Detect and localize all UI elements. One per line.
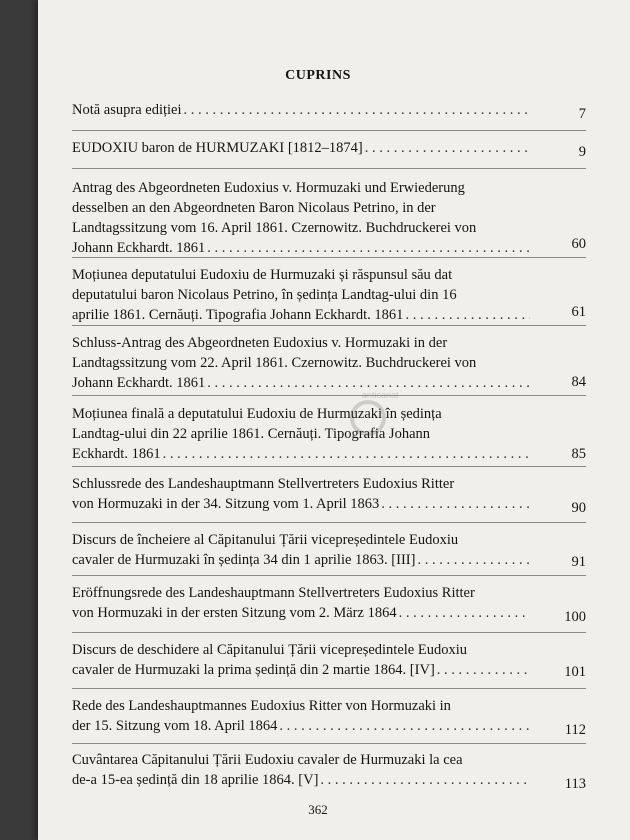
dot-leader <box>435 660 530 680</box>
toc-entry-line <box>72 660 586 680</box>
toc-entry <box>72 404 586 464</box>
toc-entry <box>72 265 586 325</box>
toc-entry-line <box>72 474 586 494</box>
toc-entry-text: Johann Eckhardt. 1861 <box>72 375 206 391</box>
toc-page-number: 60 <box>571 236 586 252</box>
toc-entry-text: Eckhardt. 1861 <box>72 446 161 462</box>
toc-entry <box>72 750 586 790</box>
entry-separator <box>72 257 586 258</box>
toc-entry-line <box>72 333 586 353</box>
toc-entry <box>72 138 586 158</box>
toc-page-number: 113 <box>564 776 586 792</box>
toc-entry-line <box>72 696 586 716</box>
toc-entry-line <box>72 138 586 158</box>
toc-entry-text: Johann Eckhardt. 1861 <box>72 240 206 256</box>
entry-separator <box>72 688 586 689</box>
dot-leader <box>161 444 530 464</box>
dot-leader <box>182 100 530 120</box>
toc-entry-text: deputatului baron Nicolaus Petrino, în ședința Landtag-ului din 16 <box>72 287 457 303</box>
toc-entry-text: von Hormuzaki in der ersten Sitzung vom 2. März 1864 <box>72 605 397 621</box>
toc-entry-line <box>72 305 586 325</box>
watermark-ring <box>350 400 386 436</box>
toc-entry-text: der 15. Sitzung vom 18. April 1864 <box>72 718 278 734</box>
toc-entry-line <box>72 550 586 570</box>
toc-entry-line <box>72 100 586 120</box>
toc-entry <box>72 696 586 736</box>
toc-entry-line <box>72 424 586 444</box>
toc-entry-line <box>72 285 586 305</box>
toc-entry-text: desselben an den Abgeordneten Baron Nicolaus Petrino, in der <box>72 200 436 216</box>
toc-entry-text: Landtagssitzung vom 16. April 1861. Czernowitz. Buchdruckerei von <box>72 220 477 236</box>
toc-page-number: 100 <box>564 609 586 625</box>
dot-leader <box>363 138 530 158</box>
entry-separator <box>72 466 586 467</box>
toc-entry-line <box>72 716 586 736</box>
toc-entry-text: Antrag des Abgeordneten Eudoxius v. Hormuzaki und Erwiederung <box>72 180 465 196</box>
toc-entry-line <box>72 530 586 550</box>
page-title: CUPRINS <box>285 68 351 83</box>
entry-separator <box>72 130 586 131</box>
toc-page-number: 91 <box>571 554 586 570</box>
toc-page-number: 9 <box>578 144 586 160</box>
dot-leader <box>397 603 530 623</box>
toc-entry <box>72 100 586 120</box>
toc-entry-text: Schlussrede des Landeshauptmann Stellvertreters Eudoxius Ritter <box>72 476 455 492</box>
toc-entry-text: de-a 15-ea ședință din 18 aprilie 1864. [V] <box>72 772 319 788</box>
toc-page-number: 84 <box>571 374 586 390</box>
dot-leader <box>379 494 530 514</box>
toc-entry <box>72 640 586 680</box>
toc-entry-line <box>72 353 586 373</box>
entry-separator <box>72 168 586 169</box>
book-page <box>38 0 630 840</box>
toc-entry-text: Moțiunea finală a deputatului Eudoxiu de Hurmuzaki în ședința <box>72 406 442 422</box>
toc-entry-text: Discurs de încheiere al Căpitanului Țării vicepreședintele Eudoxiu <box>72 532 459 548</box>
toc-entry-line <box>72 750 586 770</box>
toc-page-number: 7 <box>578 106 586 122</box>
toc-entry-text: Cuvântarea Căpitanului Țării Eudoxiu cavaler de Hurmuzaki la cea <box>72 752 463 768</box>
toc-entry-text: EUDOXIU baron de HURMUZAKI [1812–1874] <box>72 140 363 156</box>
entry-separator <box>72 632 586 633</box>
toc-entry-text: Eröffnungsrede des Landeshauptmann Stellvertreters Eudoxius Ritter <box>72 585 475 601</box>
toc-entry-line <box>72 198 586 218</box>
toc-entry-line <box>72 583 586 603</box>
toc-entry-text: Landtag-ului din 22 aprilie 1861. Cernăuți. Tipografia Johann <box>72 426 431 442</box>
page-number: 362 <box>308 802 328 817</box>
toc-entry-text: Rede des Landeshauptmannes Eudoxius Ritter von Hormuzaki in <box>72 698 451 714</box>
toc-entry-line <box>72 640 586 660</box>
toc-entry <box>72 333 586 393</box>
toc-entry-text: Schluss-Antrag des Abgeordneten Eudoxius v. Hormuzaki in der <box>72 335 448 351</box>
toc-entry-line <box>72 603 586 623</box>
toc-entry-line <box>72 373 586 393</box>
toc-entry-text: Moțiunea deputatului Eudoxiu de Hurmuzaki și răspunsul său dat <box>72 267 453 283</box>
toc-entry-text: von Hormuzaki in der 34. Sitzung vom 1. April 1863 <box>72 496 380 512</box>
toc-entry-text: Discurs de deschidere al Căpitanului Țării vicepreședintele Eudoxiu <box>72 642 467 658</box>
dot-leader <box>318 770 530 790</box>
entry-separator <box>72 743 586 744</box>
watermark-logo <box>350 386 412 432</box>
toc-entry-text: cavaler de Hurmuzaki în ședința 34 din 1 aprilie 1863. [III] <box>72 552 416 568</box>
toc-entry-line <box>72 238 586 258</box>
toc-entry-text: Notă asupra ediției <box>72 102 182 118</box>
toc-entry-text: cavaler de Hurmuzaki la prima ședință din 2 martie 1864. [IV] <box>72 662 435 678</box>
entry-separator <box>72 522 586 523</box>
toc-entry-line <box>72 178 586 198</box>
toc-entry-line <box>72 265 586 285</box>
entry-separator <box>72 395 586 396</box>
toc-entry-line <box>72 404 586 424</box>
toc-page-number: 85 <box>571 446 586 462</box>
toc-entry <box>72 530 586 570</box>
toc-entry-line <box>72 494 586 514</box>
toc-entry-line <box>72 770 586 790</box>
toc-entry-line <box>72 218 586 238</box>
toc-entry <box>72 178 586 258</box>
toc-entry <box>72 583 586 623</box>
entry-separator <box>72 325 586 326</box>
toc-page-number: 61 <box>571 304 586 320</box>
dot-leader <box>403 305 530 325</box>
toc-page-number: 112 <box>564 722 586 738</box>
toc-entry-text: aprilie 1861. Cernăuți. Tipografia Johann Eckhardt. 1861 <box>72 307 404 323</box>
toc-page-number: 90 <box>571 500 586 516</box>
toc-entry-text: Landtagssitzung vom 22. April 1861. Czernowitz. Buchdruckerei von <box>72 355 477 371</box>
dot-leader <box>415 550 530 570</box>
entry-separator <box>72 575 586 576</box>
toc-page-number: 101 <box>564 664 586 680</box>
watermark-text: anticariat <box>362 390 399 400</box>
toc-entry-line <box>72 444 586 464</box>
dot-leader <box>277 716 530 736</box>
toc-entry <box>72 474 586 514</box>
dot-leader <box>205 238 530 258</box>
